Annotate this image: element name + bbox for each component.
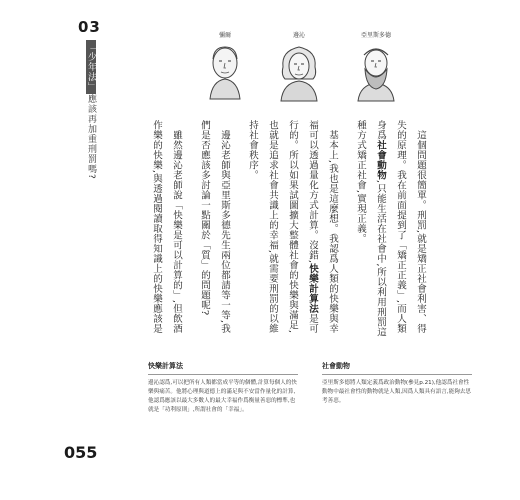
- chapter-number: 03: [78, 18, 101, 36]
- paragraph-text: 是可行的。所以如果試圖擴大整體社會的快樂與滿足,也就是追求社會共識上的幸福,就需要刑罰的以維持社會秩序。: [247, 120, 318, 334]
- page-number: 055: [64, 443, 98, 462]
- chapter-title: [85, 40, 98, 180]
- note-happiness-calculus: [148, 361, 298, 415]
- portrait-aristotle: [350, 30, 402, 103]
- key-term: 社會動物: [375, 140, 386, 180]
- portrait-mill-icon: [200, 41, 250, 101]
- key-term: 快樂計算法: [307, 263, 318, 314]
- note-title: 社會動物: [322, 361, 472, 375]
- paragraph-text: 雖然邊沁老師說「快樂是可以計算的」,但飲酒作樂的快樂,與透過閱讀取得知識上的快樂應該是: [151, 120, 182, 334]
- portrait-aristotle-icon: [350, 41, 402, 103]
- paragraph-text: 這個問題很簡單。刑罰,就是矯正社會利害、得失的原理。我在前面提到了「矯正正義」,而人類身爲: [375, 120, 426, 334]
- portrait-bentham-icon: [273, 41, 325, 103]
- portrait-label: 彌爾: [218, 32, 231, 39]
- chapter-title-text: 應該再加重刑罰嗎?: [86, 94, 96, 180]
- note-body: 亞里斯多德將人類定義爲政治動物(參見p.21),他認爲社會性動物中最社會性的動物就是人類,因爲人類具有語言,能夠去思考善惡。: [322, 380, 471, 404]
- portrait-bentham: [273, 30, 325, 103]
- paragraph: [150, 120, 186, 340]
- paragraph-text: 基本上,我也是這麼想。我認爲人類的快樂與幸福可以透過量化方式計算。沒錯,: [307, 120, 338, 334]
- note-body: 邊沁認爲,可以把所有人類都當成平等的個體,計算每個人的快樂與痛苦。他將心理與道德上的滿足與不安當作量化的計算,他認爲應該以最大多數人的最大幸福作爲衡量善惡的標準,也就是「功利原則」,所謂社會的「幸福」。: [148, 380, 297, 413]
- portrait-label: 邊沁: [292, 32, 305, 39]
- portrait-mill: [200, 30, 250, 101]
- note-social-animal: [322, 361, 472, 406]
- paragraph: [350, 120, 430, 340]
- paragraph-text: ,只能生活在社會中,所以利用刑罰這種方式矯正社會,實現正義。: [355, 120, 386, 338]
- chapter-tag: 「少年法」: [86, 42, 96, 92]
- paragraph: 邊沁老師與亞里斯多德先生兩位都請等一等,我們是否應該多討論一點關於「質」的問題呢?: [199, 120, 230, 334]
- paragraph: [242, 120, 342, 340]
- portrait-label: 亞里斯多德: [360, 32, 391, 39]
- note-title: 快樂計算法: [148, 361, 298, 375]
- main-body-text: [150, 120, 430, 340]
